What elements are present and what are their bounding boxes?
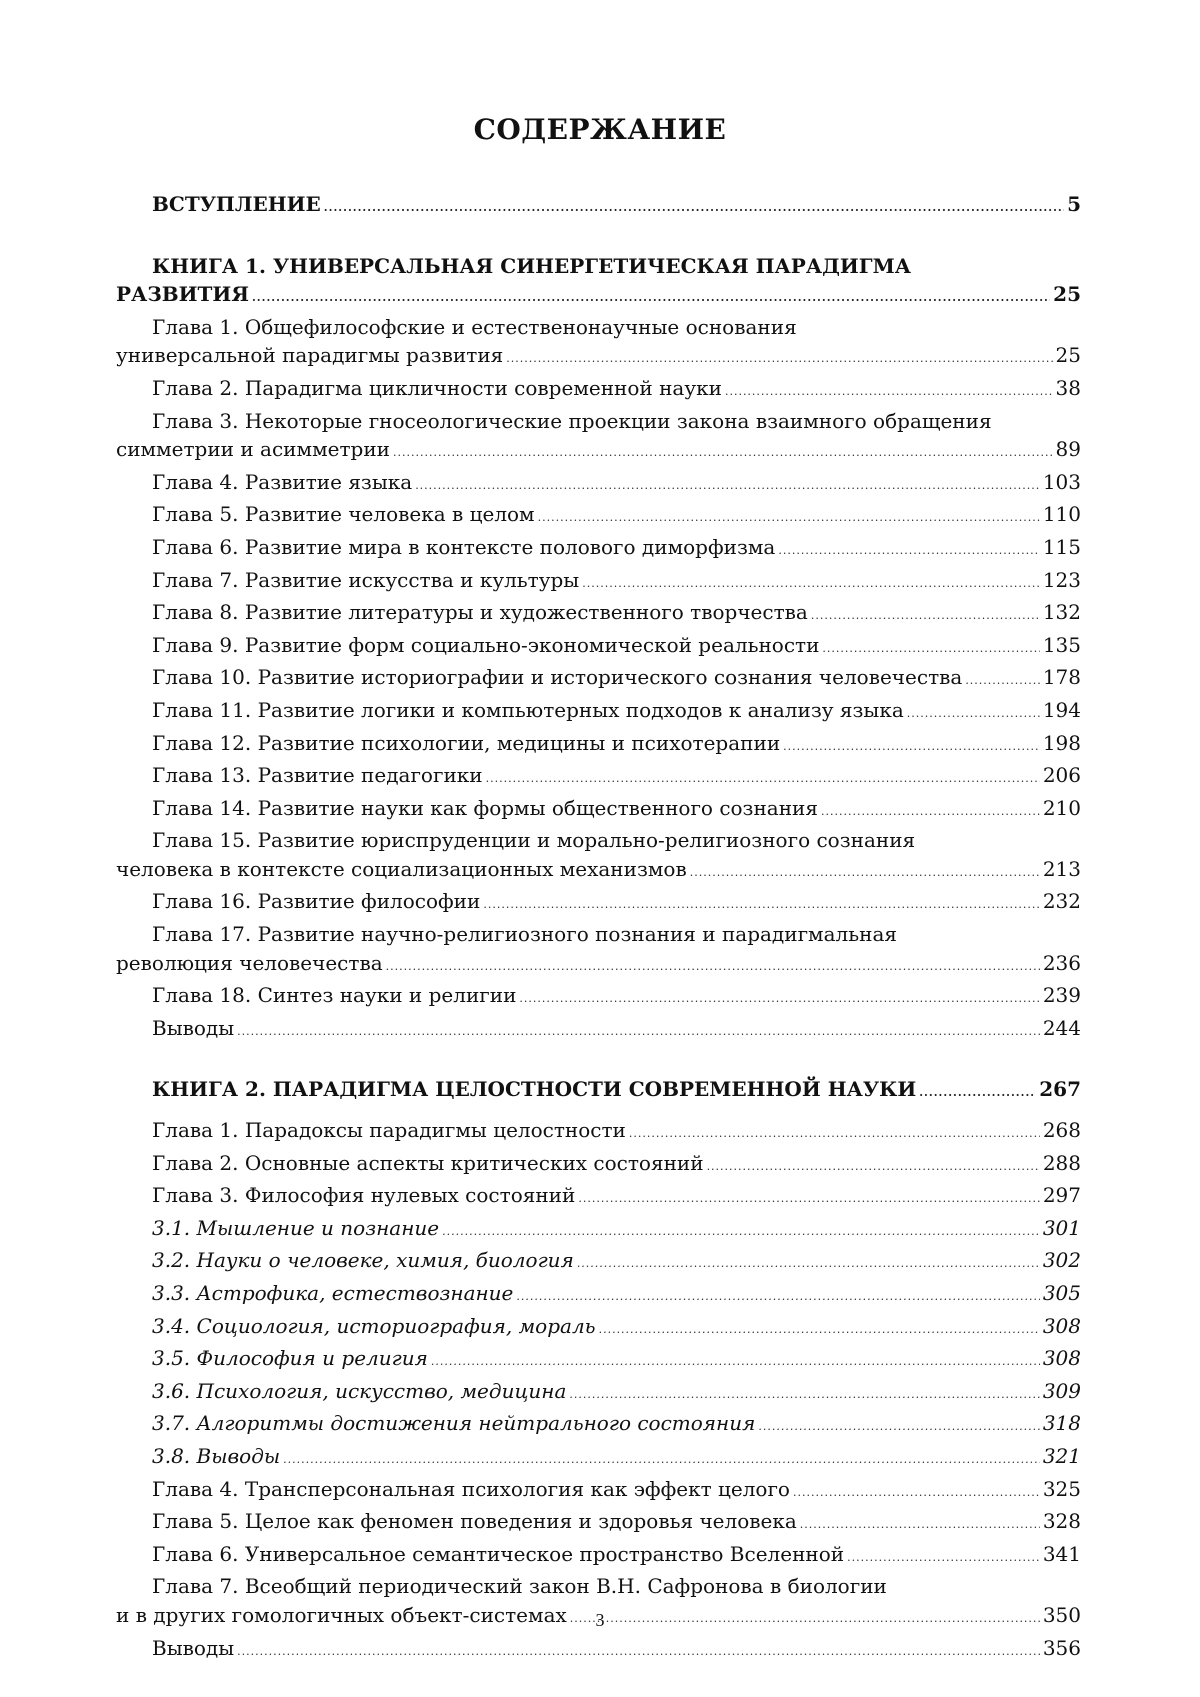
toc-entry-b2-ch5[interactable] (116, 1507, 1081, 1540)
section-gap (116, 1046, 1081, 1075)
toc-page-number: 89 (1055, 437, 1081, 462)
leader-dots (690, 859, 1040, 888)
toc-entry-b2-ch1[interactable] (116, 1116, 1081, 1149)
toc-entry-line[interactable]: Глава 3. Некоторые гносеологические проекции закона взаимного обращения (152, 408, 992, 433)
toc-entry-b2-ch6[interactable] (116, 1540, 1081, 1573)
leader-dots (821, 798, 1040, 827)
leader-dots (783, 733, 1040, 762)
toc-entry-text: 3.8. Выводы (152, 1443, 281, 1468)
toc-entry-text: Глава 6. Развитие мира в контексте полового диморфизма (152, 534, 776, 559)
toc-page-number: 132 (1042, 600, 1081, 625)
leader-dots (486, 765, 1040, 794)
toc-entry-text: Глава 11. Развитие логики и компьютерных подходов к анализу языка (152, 697, 904, 722)
toc-entry-b2-conclusions[interactable] (116, 1634, 1081, 1667)
toc-entry-line[interactable]: Глава 17. Развитие научно-религиозного познания и парадигмальная (152, 922, 897, 947)
toc-page-number: 318 (1042, 1411, 1081, 1436)
toc-entry-b1-ch16[interactable] (116, 887, 1081, 920)
leader-dots (569, 1381, 1039, 1410)
toc-entry-text: ВСТУПЛЕНИЕ (152, 192, 321, 216)
toc-entry-b1-ch9[interactable] (116, 631, 1081, 664)
toc-entry-text: Глава 2. Основные аспекты критических состояний (152, 1150, 704, 1175)
toc-page-number: 103 (1042, 469, 1081, 494)
toc-entry-text: Глава 14. Развитие науки как формы общественного сознания (152, 795, 818, 820)
toc-page-number: 38 (1055, 375, 1081, 400)
toc-entry-text: 3.7. Алгоритмы достижения нейтрального состояния (152, 1411, 756, 1436)
leader-dots (577, 1250, 1040, 1279)
toc-entry-text: человека в контексте социализационных механизмов (116, 856, 687, 881)
toc-entry-text: 3.4. Социология, историография, мораль (152, 1313, 596, 1338)
leader-dots (393, 439, 1053, 468)
leader-dots (811, 602, 1040, 631)
toc-entry-text: революция человечества (116, 950, 383, 975)
leader-dots (822, 635, 1039, 664)
leader-dots (919, 1079, 1036, 1108)
toc-entry-b1-ch5[interactable] (116, 500, 1081, 533)
toc-page-number: 328 (1042, 1509, 1081, 1534)
leader-dots (386, 953, 1040, 982)
toc-entry-b1-ch14[interactable] (116, 794, 1081, 827)
leader-dots (793, 1479, 1040, 1508)
leader-dots (483, 891, 1039, 920)
toc-page-number: 325 (1042, 1476, 1081, 1501)
toc-entry-text: симметрии и асимметрии (116, 437, 390, 462)
toc-page-number: 268 (1042, 1118, 1081, 1143)
leader-dots (415, 472, 1040, 501)
leader-dots (237, 1638, 1040, 1667)
leader-dots (237, 1018, 1040, 1047)
page-title: СОДЕРЖАНИЕ (473, 113, 727, 146)
toc-page-number: 5 (1067, 192, 1081, 216)
toc-entry-b1-ch6[interactable] (116, 533, 1081, 566)
toc-entry-b2-s32[interactable] (116, 1246, 1081, 1279)
toc-entry-b1-ch11[interactable] (116, 696, 1081, 729)
toc-entry-text: Глава 8. Развитие литературы и художественного творчества (152, 600, 808, 625)
toc-page-number: 350 (1042, 1602, 1081, 1627)
section-gap (116, 1108, 1081, 1116)
toc-page-number: 321 (1042, 1443, 1081, 1468)
toc-entry-text: Глава 6. Универсальное семантическое пространство Вселенной (152, 1541, 845, 1566)
leader-dots (707, 1153, 1040, 1182)
toc-page-number: 341 (1042, 1541, 1081, 1566)
toc-page-number: 308 (1042, 1346, 1081, 1371)
toc-entry-text: 3.5. Философия и религия (152, 1346, 428, 1371)
toc-entry-b1-ch8[interactable] (116, 598, 1081, 631)
toc-page-number: 178 (1042, 665, 1081, 690)
toc-page-number: 308 (1042, 1313, 1081, 1338)
toc-page-number: 123 (1042, 567, 1081, 592)
leader-dots (907, 700, 1040, 729)
toc-page-number: 213 (1042, 856, 1081, 881)
toc-entry-text: Глава 5. Целое как феномен поведения и здоровья человека (152, 1509, 797, 1534)
leader-dots (324, 194, 1064, 223)
toc-entry-book1[interactable] (116, 280, 1081, 313)
toc-page-number: 232 (1042, 889, 1081, 914)
toc-entry-b2-s33[interactable] (116, 1279, 1081, 1312)
toc-page-number: 267 (1039, 1077, 1081, 1102)
toc-book1-heading[interactable]: КНИГА 1. УНИВЕРСАЛЬНАЯ СИНЕРГЕТИЧЕСКАЯ ПАРАДИГМА (152, 253, 912, 278)
toc-page-number: 356 (1042, 1635, 1081, 1660)
toc-entry-b2-s36[interactable] (116, 1377, 1081, 1410)
toc-entry-text: Глава 12. Развитие психологии, медицины и психотерапии (152, 730, 781, 755)
toc-entry-b2-s31[interactable] (116, 1214, 1081, 1247)
toc-entry-text: Глава 4. Развитие языка (152, 469, 413, 494)
toc-page-number: 288 (1042, 1150, 1081, 1175)
toc-page-number: 239 (1042, 983, 1081, 1008)
toc-page-number: 25 (1053, 282, 1081, 307)
toc-page-number: 244 (1042, 1015, 1081, 1040)
toc-page-number: 115 (1042, 534, 1081, 559)
toc-entry-b1-ch12[interactable] (116, 729, 1081, 762)
leader-dots (800, 1511, 1040, 1540)
toc-entry-text: Глава 2. Парадигма цикличности современной науки (152, 375, 722, 400)
leader-dots (847, 1544, 1040, 1573)
toc-entry-text: Глава 7. Развитие искусства и культуры (152, 567, 580, 592)
toc-entry-b2-ch3[interactable] (116, 1181, 1081, 1214)
leader-dots (442, 1218, 1040, 1247)
toc-entry-b1-ch15[interactable] (116, 855, 1081, 888)
toc-page-number: 110 (1042, 502, 1081, 527)
leader-dots (538, 504, 1040, 533)
toc-entry-b2-s35[interactable] (116, 1344, 1081, 1377)
toc-entry-line[interactable]: Глава 1. Общефилософские и естественонаучные основания (152, 314, 797, 339)
section-gap (116, 223, 1081, 252)
toc-entry-b2-ch2[interactable] (116, 1149, 1081, 1182)
leader-dots (252, 284, 1050, 313)
toc-page-number: 198 (1042, 730, 1081, 755)
toc-entry-b1-ch18[interactable] (116, 981, 1081, 1014)
toc-entry-text: Глава 10. Развитие историографии и исторического сознания человечества (152, 665, 963, 690)
toc-entry-b2-ch4[interactable] (116, 1475, 1081, 1508)
toc-entry-b1-ch3[interactable] (116, 435, 1081, 468)
toc-page-number: 206 (1042, 763, 1081, 788)
leader-dots (582, 570, 1040, 599)
toc-entry-text: 3.6. Психология, искусство, медицина (152, 1378, 567, 1403)
toc-page-number: 236 (1042, 950, 1081, 975)
toc-entry-text: Глава 4. Трансперсональная психология как эффект целого (152, 1476, 790, 1501)
toc-entry-b1-ch17[interactable] (116, 949, 1081, 982)
toc-entry-b2-s38[interactable] (116, 1442, 1081, 1475)
leader-dots (283, 1446, 1040, 1475)
toc-page-number: 301 (1042, 1215, 1081, 1240)
toc-entry-intro[interactable] (116, 190, 1081, 223)
toc-entry-text: Выводы (152, 1635, 235, 1660)
leader-dots (431, 1348, 1040, 1377)
toc-page-number: 135 (1042, 632, 1081, 657)
toc-entry-b1-ch1[interactable] (116, 341, 1081, 374)
toc-page-number: 194 (1042, 697, 1081, 722)
toc-entry-b1-ch13[interactable] (116, 761, 1081, 794)
toc-entry-text: Выводы (152, 1015, 235, 1040)
toc-entry-b1-ch10[interactable] (116, 663, 1081, 696)
toc-page-number: 25 (1055, 343, 1081, 368)
toc-entry-text: 3.2. Науки о человеке, химия, биология (152, 1248, 574, 1273)
leader-dots (758, 1413, 1039, 1442)
leader-dots (578, 1185, 1039, 1214)
toc-entry-text: Глава 13. Развитие педагогики (152, 763, 483, 788)
toc-entry-b1-ch4[interactable] (116, 468, 1081, 501)
toc-entry-b1-ch2[interactable] (116, 374, 1081, 407)
toc-entry-b2-s37[interactable] (116, 1409, 1081, 1442)
toc-entry-line[interactable]: Глава 7. Всеобщий периодический закон В.Н. Сафронова в биологии (152, 1574, 887, 1599)
leader-dots (629, 1120, 1040, 1149)
page-number: 3 (595, 1610, 605, 1630)
toc-entry-text: Глава 5. Развитие человека в целом (152, 502, 535, 527)
leader-dots (725, 378, 1053, 407)
leader-dots (778, 537, 1039, 566)
toc-entry-text: и в других гомологичных объект-системах (116, 1602, 567, 1627)
table-of-contents (116, 190, 1081, 1666)
toc-entry-text: Глава 9. Развитие форм социально-экономической реальности (152, 632, 820, 657)
toc-entry-line[interactable]: Глава 15. Развитие юриспруденции и морально-религиозного сознания (152, 828, 916, 853)
toc-entry-b1-conclusions[interactable] (116, 1014, 1081, 1047)
leader-dots (599, 1316, 1040, 1345)
toc-entry-text: Глава 16. Развитие философии (152, 889, 481, 914)
toc-entry-text: универсальной парадигмы развития (116, 343, 504, 368)
toc-entry-text: Глава 3. Философия нулевых состояний (152, 1183, 576, 1208)
leader-dots (506, 345, 1052, 374)
leader-dots (965, 667, 1040, 696)
toc-entry-text: 3.1. Мышление и познание (152, 1215, 440, 1240)
toc-entry-text: КНИГА 2. ПАРАДИГМА ЦЕЛОСТНОСТИ СОВРЕМЕННОЙ НАУКИ (152, 1077, 917, 1102)
toc-page-number: 210 (1042, 795, 1081, 820)
toc-page-number: 297 (1042, 1183, 1081, 1208)
toc-page-number: 309 (1042, 1378, 1081, 1403)
toc-page-number: 302 (1042, 1248, 1081, 1273)
toc-entry-text: 3.3. Астрофика, естествознание (152, 1281, 514, 1305)
toc-entry-text: РАЗВИТИЯ (116, 282, 249, 307)
toc-entry-text: Глава 1. Парадоксы парадигмы целостности (152, 1118, 626, 1143)
toc-entry-b1-ch7[interactable] (116, 566, 1081, 599)
leader-dots (516, 1283, 1039, 1312)
toc-entry-text: Глава 18. Синтез науки и религии (152, 983, 517, 1008)
toc-page-number: 305 (1042, 1281, 1081, 1305)
toc-entry-book2[interactable] (116, 1075, 1081, 1108)
leader-dots (519, 985, 1039, 1014)
toc-entry-b2-s34[interactable] (116, 1312, 1081, 1345)
